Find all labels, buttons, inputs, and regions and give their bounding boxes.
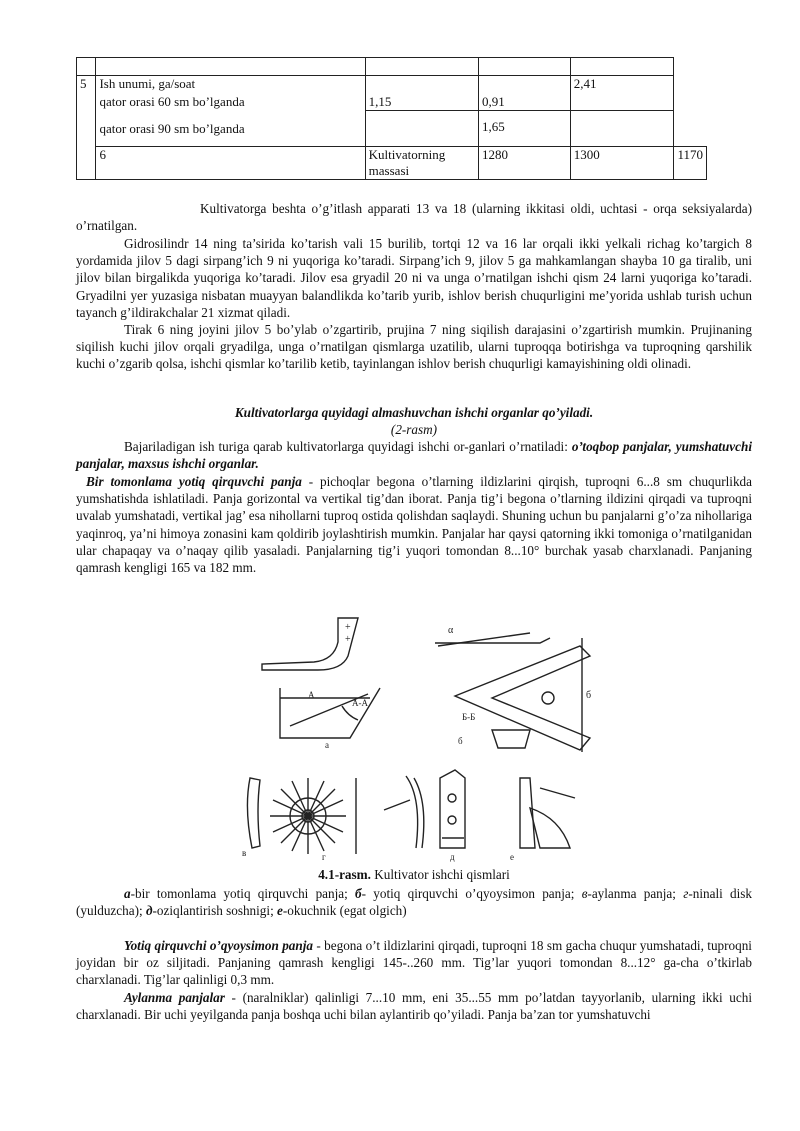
- table-cell: 0,91: [479, 76, 571, 111]
- figure-sub-label: е: [510, 852, 514, 862]
- table-cell: [570, 111, 674, 147]
- table-cell: 2,41: [570, 76, 674, 111]
- paragraph: Gidrosilindr 14 ning ta’sirida ko’tarish vali 15 burilib, tortqi 12 va 16 lar orqali ikki yelkali richag ko’targich 8 yordamida jilov 5 dagi sirpang’ich 9 ni yuqoriga ko’taradi. Sirpang’ich 9, jilov 5 ga mahkamlangan shayba 10 ga tiralib, uni jilov bilan birgalikda yuqoriga ko’taradi. Jilov esa gryadil 20 ni va unga o’rnatilgan ishchi qism 24 larni yuqoriga ko’taradi. Gryadilni yer yuzasiga nisbatan muayyan balandlikda ko’tarib yurib, ishlov berish chuqurligini me’yorida ushlab turish uchun tayanch g’ildirakchalar 21 xizmat qiladi.: [76, 236, 752, 320]
- table-cell: 1280: [479, 147, 571, 180]
- fertilizer-coulter: [384, 770, 465, 862]
- section-heading: Kultivatorlarga quyidagi almashuvchan ishchi organlar qo’yiladi.: [234, 405, 594, 420]
- legend-text: -bir tomonlama yotiq qirquvchi panja;: [130, 886, 356, 901]
- section-label: Б-Б: [462, 712, 476, 722]
- svg-text:+: +: [345, 622, 351, 633]
- legend-text: -okuchnik (egat olgich): [282, 903, 407, 919]
- paragraph-text: Bajariladigan ish turiga qarab kultivatorlarga quyidagi ishchi or-ganlari o’rnatiladi:: [124, 439, 572, 454]
- legend-key: б: [355, 886, 362, 901]
- paragraph-emphasis: Bir tomonlama yotiq qirquvchi panja: [86, 474, 302, 489]
- row-sublabel: qator orasi 60 sm bo’lganda: [99, 94, 245, 109]
- legend-text: -oziqlantirish soshnigi;: [152, 903, 278, 919]
- figure-sub-label: в: [242, 848, 247, 858]
- figure-illustration: [230, 598, 620, 868]
- figure-sub-label: г: [322, 852, 326, 862]
- legend-key: a: [124, 886, 131, 901]
- caption-number: 4.1-rasm.: [318, 867, 371, 882]
- blade-side-view: [262, 618, 358, 670]
- legend-text: -aylanma panja;: [587, 886, 684, 901]
- spec-table: [76, 57, 707, 180]
- table-cell: 1300: [570, 147, 674, 180]
- section-label: A-A: [352, 698, 368, 708]
- table-cell: [365, 111, 478, 147]
- table-cell: [365, 58, 478, 76]
- table-cell: [96, 58, 365, 76]
- figure-reference: (2-rasm): [390, 422, 438, 437]
- row-number: 6: [96, 147, 365, 180]
- legend-key: е: [277, 903, 283, 919]
- table-cell: 1,15: [365, 76, 478, 111]
- table-row: [77, 147, 707, 180]
- blade-top-view: [280, 688, 380, 750]
- legend-key: д: [145, 903, 153, 919]
- row-label: Kultivatorning massasi: [365, 147, 478, 180]
- figure-sub-label: б: [458, 736, 463, 746]
- section-label: A: [308, 690, 315, 700]
- row-label: Ish unumi, ga/soat: [99, 76, 196, 91]
- paragraph: [76, 473, 752, 576]
- table-cell: [479, 58, 571, 76]
- paragraph-text: - (naralniklar) qalinligi 7...10 mm, eni 35...55 mm po’latdan tayyorlanib, ularning ikki uchi charxlanadi. Bir uchi yeyilganda panja boshqa uchi bilan aylantirib qo’yiladi. Panja ba’zan tor yumshatuvchi: [76, 990, 752, 1023]
- row-number: 5: [77, 76, 96, 180]
- paragraph-text: - pichoqlar begona o’tlarning ildizlarini qirqish, tuproqni 6...8 sm chuqurlikda yumshatishda ishlatiladi. Panja gorizontal va vertikal tig’dan iborat. Panja tig’i begona o’tlarning ildizini qirqadi va tuproqni uvalab yumshatadi, vertikal jag’ esa nihollarni tuproq ostida qolishdan saqlaydi. Shuning uchun bu panjalarni g’o’za nihollariga yaqinroq, ya’ni himoya zonasini kam qoldirib joylashtirish mumkin. Panjalar har qaysi qatorning ikki tomoniga o’rnatilganidan ular chapaqay va o’naqay qilib yasaladi. Panjalarning tig’i yuqori tomondan 8...10° burchak yasab charxlanadi. Panjaning qamrash kengligi 165 va 182 mm.: [76, 474, 752, 576]
- paragraph-emphasis: o’toqbop panjalar, yumshatuvchi panjalar, maxsus ishchi organlar.: [76, 439, 752, 472]
- angle-label: α: [448, 625, 454, 636]
- hiller: [510, 778, 575, 862]
- figure-sub-label: a: [325, 740, 329, 750]
- legend-key: в: [581, 886, 588, 901]
- caption-text: Kultivator ishchi qismlari: [370, 867, 510, 882]
- legend-key: г: [683, 886, 689, 901]
- sweep-blade: [435, 625, 591, 752]
- svg-text:+: +: [345, 634, 351, 645]
- table-cell: 1170: [674, 147, 707, 180]
- legend-text: - yotiq qirquvchi o’qyoysimon panja;: [361, 886, 582, 901]
- table-cell: [96, 76, 365, 111]
- dimension-label: б: [586, 690, 592, 701]
- paragraph: [76, 989, 752, 1023]
- table-cell: 1,65: [479, 111, 571, 147]
- table-row: [77, 111, 707, 147]
- table-cell: [77, 58, 96, 76]
- table-row: [77, 58, 707, 76]
- paragraph-emphasis: Aylanma panjalar: [124, 990, 225, 1005]
- paragraph: [76, 937, 752, 989]
- needle-disk: [270, 778, 356, 862]
- paragraph-text: - begona o’t ildizlarini qirqadi, tuproqni 18 sm gacha chuqur yumshatadi, tuproqni joyidan bir oz siljitadi. Panjaning qamrash kengligi 145-..260 mm. Tig’lar yuqori tomondan 8...12° ga-cha o’tkirlab charxlanadi. Tig’lar qalinligi 0,3 mm.: [76, 938, 752, 988]
- paragraph-emphasis: Yotiq qirquvchi o’qyoysimon panja: [124, 938, 313, 953]
- paragraph: [76, 438, 752, 472]
- table-cell: [570, 58, 674, 76]
- figure-legend: [76, 885, 752, 919]
- rotating-tine: [242, 778, 260, 858]
- row-sublabel: qator orasi 90 sm bo’lganda: [96, 111, 365, 147]
- figure-caption: [76, 867, 752, 883]
- paragraph: Tirak 6 ning joyini jilov 5 bo’ylab o’zgartirib, prujina 7 ning siqilish darajasini o’zgartirish mumkin. Prujinaning siqilish kuchi jilov orqali gryadilga, unga o’rnatilgan qismlarga uzatilib, ularni tuproqqa botirishga va tuproqning qarshilik kuchi o’zgarib qolsa, ishchi qismlar ko’tarilib ketib, tayinlangan ishlov berish chuqurligi kamayishining oldi olinadi.: [76, 322, 752, 372]
- paragraph: Kultivatorga beshta o’g’itlash apparati 13 va 18 (ularning ikkitasi oldi, uchtasi - orqa seksiyalarda) o’rnatilgan.: [76, 201, 752, 234]
- legend-text: -ninali disk (yulduzcha);: [76, 886, 752, 919]
- table-row: [77, 76, 707, 111]
- figure-sub-label: д: [450, 852, 455, 862]
